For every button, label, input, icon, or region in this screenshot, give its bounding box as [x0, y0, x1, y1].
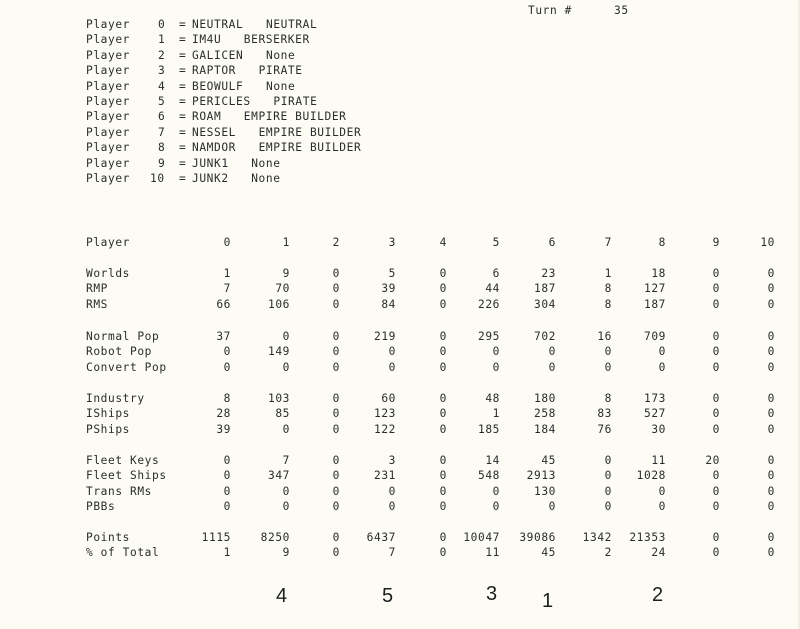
- player-roster-label: Player: [86, 18, 131, 31]
- stats-row-cell: 0: [332, 330, 340, 343]
- stats-row-cell: 85: [275, 407, 290, 421]
- stats-header-cell: 3: [388, 236, 396, 249]
- player-roster-type: PIRATE: [273, 95, 318, 108]
- turn-label: Turn #: [528, 4, 573, 17]
- stats-row-cell: 2913: [526, 469, 556, 483]
- player-roster-number: 9: [158, 156, 166, 170]
- stats-row-cell: 11: [651, 454, 666, 467]
- stats-row-cell: 180: [533, 392, 556, 405]
- stats-row-cell: 3: [388, 454, 396, 467]
- stats-row-cell: 0: [388, 484, 396, 498]
- stats-row-cell: 24: [651, 546, 666, 560]
- stats-row-cell: 0: [492, 345, 500, 359]
- player-roster-equals: =: [179, 110, 187, 124]
- stats-row-cell: 0: [548, 345, 556, 359]
- stats-row-cell: 76: [597, 422, 612, 436]
- player-roster-type: None: [266, 48, 296, 62]
- stats-row-cell: 0: [658, 500, 666, 514]
- player-roster-number: 10: [150, 172, 165, 185]
- stats-row-cell: 0: [492, 484, 500, 498]
- stats-row-cell: 0: [767, 484, 775, 498]
- stats-row-cell: 0: [712, 500, 720, 514]
- stats-row-cell: 347: [267, 469, 290, 483]
- player-roster-number: 8: [158, 141, 166, 155]
- stats-row-cell: 30: [651, 422, 666, 436]
- player-roster-label: Player: [86, 110, 131, 124]
- stats-row-cell: 7: [282, 454, 290, 467]
- stats-row-cell: 127: [643, 282, 666, 296]
- player-roster-equals: =: [179, 33, 187, 47]
- stats-row-cell: 0: [439, 531, 447, 544]
- stats-row-cell: 45: [541, 454, 556, 467]
- stats-row-cell: 0: [439, 422, 447, 436]
- stats-row-cell: 66: [216, 297, 231, 311]
- player-roster-equals: =: [179, 125, 187, 139]
- stats-row-cell: 0: [767, 282, 775, 296]
- stats-row-cell: 0: [223, 360, 231, 374]
- stats-row-cell: 0: [604, 454, 612, 467]
- stats-header-cell: 2: [332, 236, 340, 249]
- stats-row-label: Fleet Ships: [86, 469, 167, 483]
- player-roster-number: 0: [158, 18, 166, 31]
- stats-row-cell: 0: [604, 484, 612, 498]
- player-roster-number: 5: [158, 95, 166, 108]
- stats-row-cell: 1342: [582, 531, 612, 544]
- stats-row-cell: 6437: [366, 531, 396, 544]
- player-roster-equals: =: [179, 79, 187, 93]
- stats-row-cell: 0: [712, 267, 720, 280]
- stats-row-cell: 0: [548, 360, 556, 374]
- stats-row-cell: 0: [712, 392, 720, 405]
- stats-row-label: Fleet Keys: [86, 454, 160, 467]
- stats-row-cell: 1: [492, 407, 500, 421]
- stats-row-cell: 39: [381, 282, 396, 296]
- stats-row-cell: 0: [439, 360, 447, 374]
- stats-row-cell: 0: [332, 500, 340, 514]
- stats-row-cell: 226: [477, 297, 500, 311]
- stats-row-cell: 0: [332, 469, 340, 483]
- stats-row-cell: 1: [604, 267, 612, 280]
- player-roster-name: GALICEN: [192, 48, 244, 62]
- stats-header-cell: 4: [439, 236, 447, 249]
- stats-row-cell: 0: [767, 422, 775, 436]
- stats-row-cell: 0: [332, 392, 340, 405]
- player-roster-number: 6: [158, 110, 166, 124]
- turn-value: 35: [614, 4, 629, 17]
- stats-row-cell: 0: [604, 360, 612, 374]
- stats-row-cell: 0: [282, 360, 290, 374]
- stats-row-cell: 0: [332, 454, 340, 467]
- stats-row-cell: 0: [767, 454, 775, 467]
- player-roster-name: NEUTRAL: [192, 18, 244, 31]
- player-roster-number: 1: [158, 33, 166, 47]
- stats-row-label: Robot Pop: [86, 345, 153, 359]
- stats-row-cell: 123: [373, 407, 396, 421]
- stats-row-cell: 0: [548, 500, 556, 514]
- stats-row-cell: 83: [597, 407, 612, 421]
- player-roster-type: EMPIRE BUILDER: [258, 125, 362, 139]
- stats-row-cell: 0: [767, 297, 775, 311]
- stats-row-cell: 44: [485, 282, 500, 296]
- stats-row-cell: 0: [712, 469, 720, 483]
- stats-row-cell: 702: [533, 330, 556, 343]
- stats-row-cell: 0: [332, 360, 340, 374]
- stats-row-cell: 0: [332, 282, 340, 296]
- stats-row-cell: 37: [216, 330, 231, 343]
- player-roster-type: None: [251, 156, 281, 170]
- player-roster-label: Player: [86, 156, 131, 170]
- player-roster-name: IM4U: [192, 33, 222, 47]
- stats-row-cell: 0: [604, 500, 612, 514]
- stats-row-cell: 5: [388, 267, 396, 280]
- player-roster-label: Player: [86, 172, 131, 185]
- player-roster-name: ROAM: [192, 110, 222, 124]
- stats-row-cell: 304: [533, 297, 556, 311]
- stats-header-cell: 9: [712, 236, 720, 249]
- stats-header-cell: 5: [492, 236, 500, 249]
- player-roster-equals: =: [179, 64, 187, 78]
- player-roster-name: BEOWULF: [192, 79, 244, 93]
- stats-header-cell: 7: [604, 236, 612, 249]
- player-roster-label: Player: [86, 141, 131, 155]
- player-roster-type: None: [266, 79, 296, 93]
- stats-row-cell: 6: [492, 267, 500, 280]
- stats-row-cell: 0: [712, 407, 720, 421]
- stats-row-label: IShips: [86, 407, 131, 421]
- handwritten-rank: 5: [382, 585, 394, 607]
- stats-row-cell: 39: [216, 422, 231, 436]
- stats-row-cell: 0: [388, 345, 396, 359]
- stats-row-cell: 0: [712, 345, 720, 359]
- stats-row-cell: 548: [477, 469, 500, 483]
- stats-row-cell: 0: [767, 345, 775, 359]
- stats-row-cell: 0: [388, 360, 396, 374]
- turn-indicator: [528, 4, 629, 56]
- stats-row-cell: 8: [604, 392, 612, 405]
- stats-row-cell: 0: [658, 360, 666, 374]
- player-roster-label: Player: [86, 79, 131, 93]
- player-roster-number: 2: [158, 48, 166, 62]
- stats-row-cell: 219: [373, 330, 396, 343]
- stats-row-cell: 185: [477, 422, 500, 436]
- player-roster-name: NESSEL: [192, 125, 237, 139]
- stats-row-cell: 0: [332, 345, 340, 359]
- stats-row-cell: 0: [712, 531, 720, 544]
- stats-row-cell: 106: [267, 297, 290, 311]
- handwritten-rank: 2: [652, 584, 664, 606]
- stats-row-label: Points: [86, 531, 131, 544]
- handwritten-rank: 1: [542, 590, 554, 612]
- stats-row-cell: 0: [282, 330, 290, 343]
- stats-row-cell: 0: [712, 546, 720, 560]
- stats-row-cell: 8: [604, 297, 612, 311]
- stats-row-cell: 0: [604, 345, 612, 359]
- stats-row-label: Industry: [86, 392, 145, 405]
- stats-row-cell: 9: [282, 546, 290, 560]
- player-roster-name: NAMDOR: [192, 141, 237, 155]
- stats-header-cell: 1: [282, 236, 290, 249]
- stats-row-cell: 0: [712, 484, 720, 498]
- player-roster-number: 4: [158, 79, 166, 93]
- stats-row-cell: 0: [767, 267, 775, 280]
- stats-header-cell: 6: [548, 236, 556, 249]
- player-roster-type: None: [251, 172, 281, 185]
- stats-row-cell: 0: [332, 267, 340, 280]
- stats-row-cell: 14: [485, 454, 500, 467]
- player-roster-type: EMPIRE BUILDER: [243, 110, 347, 124]
- player-roster-type: BERSERKER: [243, 33, 310, 47]
- stats-row-label: RMS: [86, 297, 109, 311]
- stats-row-cell: 0: [282, 484, 290, 498]
- stats-row-cell: 0: [439, 297, 447, 311]
- stats-row-cell: 187: [533, 282, 556, 296]
- stats-row-cell: 16: [597, 330, 612, 343]
- stats-row-cell: 0: [767, 500, 775, 514]
- stats-row-cell: 0: [767, 330, 775, 343]
- stats-row-cell: 0: [282, 500, 290, 514]
- stats-row-cell: 0: [332, 297, 340, 311]
- player-roster-equals: =: [179, 172, 187, 185]
- stats-row-cell: 8: [223, 392, 231, 405]
- stats-header-cell: 0: [223, 236, 231, 249]
- player-roster-label: Player: [86, 95, 131, 108]
- stats-row-cell: 0: [332, 546, 340, 560]
- stats-row-cell: 48: [485, 392, 500, 405]
- stats-row-cell: 0: [767, 407, 775, 421]
- stats-row-cell: 0: [439, 392, 447, 405]
- stats-row-cell: 149: [267, 345, 290, 359]
- stats-row-cell: 1: [223, 267, 231, 280]
- stats-row-cell: 527: [643, 407, 666, 421]
- stats-row-cell: 70: [275, 282, 290, 296]
- stats-row-cell: 184: [533, 422, 556, 436]
- stats-row-cell: 0: [223, 454, 231, 467]
- player-roster-name: JUNK1: [192, 156, 229, 170]
- stats-row-label: Worlds: [86, 267, 131, 280]
- player-roster-number: 3: [158, 64, 166, 78]
- stats-row-cell: 187: [643, 297, 666, 311]
- player-roster-number: 7: [158, 125, 166, 139]
- stats-row-label: PShips: [86, 422, 131, 436]
- player-roster-equals: =: [179, 156, 187, 170]
- stats-row-label: % of Total: [86, 546, 160, 560]
- stats-row-cell: 28: [216, 407, 231, 421]
- stats-row-cell: 0: [767, 546, 775, 560]
- player-roster-type: EMPIRE BUILDER: [258, 141, 362, 155]
- stats-row-cell: 8250: [260, 531, 290, 544]
- player-roster-equals: =: [179, 48, 187, 62]
- stats-row-cell: 258: [533, 407, 556, 421]
- stats-row-cell: 0: [439, 454, 447, 467]
- player-roster-type: NEUTRAL: [266, 18, 318, 31]
- stats-row-cell: 2: [604, 546, 612, 560]
- stats-row-cell: 0: [439, 330, 447, 343]
- stats-row-cell: 0: [332, 484, 340, 498]
- stats-row-cell: 11: [485, 546, 500, 560]
- stats-row-label: RMP: [86, 282, 109, 296]
- stats-row-cell: 39086: [519, 531, 556, 544]
- stats-row-cell: 0: [767, 360, 775, 374]
- stats-row-cell: 0: [767, 392, 775, 405]
- stats-row-cell: 122: [373, 422, 396, 436]
- player-roster-label: Player: [86, 48, 131, 62]
- stats-row-cell: 0: [658, 484, 666, 498]
- stats-row-cell: 0: [712, 330, 720, 343]
- stats-row-cell: 0: [439, 500, 447, 514]
- stats-row-cell: 10047: [463, 531, 500, 544]
- player-roster-equals: =: [179, 18, 187, 31]
- stats-row-cell: 1115: [201, 531, 231, 544]
- handwritten-rank: 4: [276, 585, 288, 607]
- stats-row-cell: 0: [712, 422, 720, 436]
- stats-row-cell: 0: [439, 469, 447, 483]
- stats-row-cell: 0: [492, 360, 500, 374]
- stats-header-cell: 10: [760, 236, 775, 249]
- stats-row-cell: 0: [282, 422, 290, 436]
- stats-row-cell: 84: [381, 297, 396, 311]
- stats-row-cell: 23: [541, 267, 556, 280]
- stats-row-cell: 9: [282, 267, 290, 280]
- player-roster-label: Player: [86, 125, 131, 139]
- stats-row-cell: 0: [332, 407, 340, 421]
- player-roster-type: PIRATE: [258, 64, 303, 78]
- stats-row-cell: 0: [332, 531, 340, 544]
- stats-row-cell: 0: [604, 469, 612, 483]
- stats-row-cell: 0: [439, 267, 447, 280]
- stats-row-cell: 1028: [636, 469, 666, 483]
- stats-row-cell: 0: [223, 345, 231, 359]
- stats-row-label: PBBs: [86, 500, 116, 514]
- stats-row-cell: 45: [541, 546, 556, 560]
- stats-row-cell: 0: [439, 546, 447, 560]
- stats-row-cell: 0: [492, 500, 500, 514]
- stats-row-cell: 7: [388, 546, 396, 560]
- player-roster-name: JUNK2: [192, 172, 229, 185]
- stats-row-cell: 21353: [629, 531, 666, 544]
- stats-row-cell: 0: [223, 500, 231, 514]
- stats-row-cell: 60: [381, 392, 396, 405]
- player-roster-label: Player: [86, 33, 131, 47]
- stats-row-cell: 0: [223, 469, 231, 483]
- player-roster-label: Player: [86, 64, 131, 78]
- stats-row-cell: 1: [223, 546, 231, 560]
- handwritten-rank: 3: [486, 583, 498, 605]
- stats-row-cell: 173: [643, 392, 666, 405]
- stats-row-cell: 0: [332, 422, 340, 436]
- stats-row-cell: 0: [439, 282, 447, 296]
- stats-row-cell: 103: [267, 392, 290, 405]
- stats-row-cell: 7: [223, 282, 231, 296]
- stats-row-cell: 0: [767, 531, 775, 544]
- stats-row-cell: 0: [658, 345, 666, 359]
- stats-row-cell: 0: [712, 297, 720, 311]
- stats-row-cell: 0: [767, 469, 775, 483]
- player-roster-name: RAPTOR: [192, 64, 237, 78]
- stats-row-cell: 0: [439, 345, 447, 359]
- stats-row-cell: 295: [477, 330, 500, 343]
- stats-row-cell: 20: [705, 454, 720, 467]
- stats-row-label: Normal Pop: [86, 330, 160, 343]
- stats-row-label: Convert Pop: [86, 360, 167, 374]
- player-roster-equals: =: [179, 95, 187, 108]
- stats-header-cell: 8: [658, 236, 666, 249]
- stats-header-label: Player: [86, 236, 131, 249]
- stats-row-cell: 0: [712, 360, 720, 374]
- stats-row-cell: 0: [223, 484, 231, 498]
- stats-row-cell: 0: [712, 282, 720, 296]
- stats-row-cell: 18: [651, 267, 666, 280]
- stats-row-cell: 0: [439, 484, 447, 498]
- stats-row-cell: 231: [373, 469, 396, 483]
- stats-row-cell: 0: [439, 407, 447, 421]
- player-roster-name: PERICLES: [192, 95, 251, 108]
- stats-row-cell: 0: [388, 500, 396, 514]
- player-roster-equals: =: [179, 141, 187, 155]
- stats-row-cell: 709: [643, 330, 666, 343]
- stats-row-cell: 8: [604, 282, 612, 296]
- stats-row-cell: 130: [533, 484, 556, 498]
- stats-row-label: Trans RMs: [86, 484, 153, 498]
